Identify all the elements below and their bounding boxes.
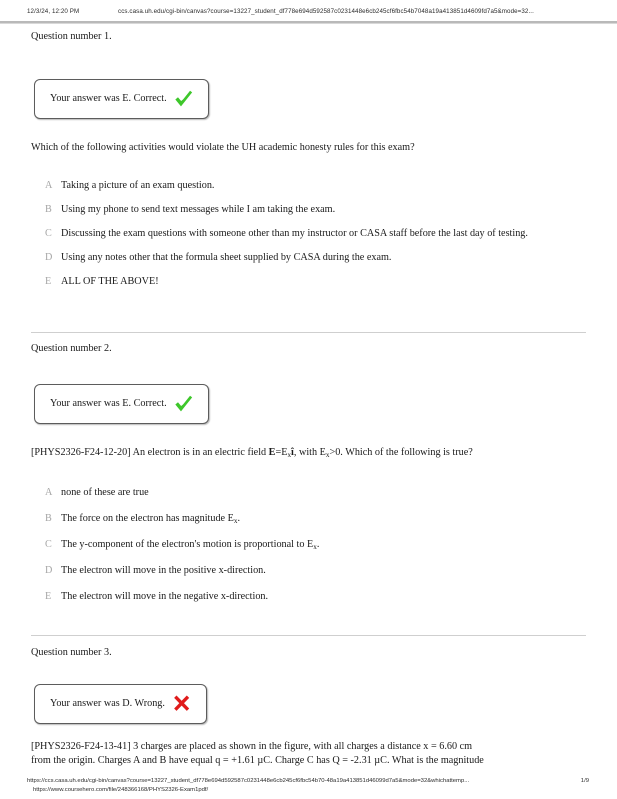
option-letter: C <box>45 539 52 550</box>
option-letter: B <box>45 513 52 524</box>
question-2-divider <box>31 635 586 636</box>
print-header-url: ccs.casa.uh.edu/cgi-bin/canvas?course=13227_student_df778e694d592587c0231448e6cb245cf6fbc54b7048a19a413851d4609fd7a5&mode=32... <box>118 8 534 15</box>
question-3-label: Question number 3. <box>31 647 112 658</box>
option-text-post: . <box>237 513 240 524</box>
question-2-prompt-id: [PHYS2326-F24-12-20] <box>31 447 131 458</box>
option-text-pre: The force on the electron has magnitude E <box>61 513 234 524</box>
print-footer-source-url: https://www.coursehero.com/file/248366168/PHYS2326-Exam1pdf/ <box>33 787 209 793</box>
option-letter: D <box>45 565 53 576</box>
option-row-a[interactable] <box>31 486 561 500</box>
option-letter: A <box>45 180 53 191</box>
question-2-label-wrap <box>31 342 112 355</box>
subscript-x: x <box>287 451 292 460</box>
option-text: Using my phone to send text messages while I am taking the exam. <box>61 204 336 215</box>
question-2-prompt <box>31 446 571 460</box>
question-1-prompt-wrap <box>31 141 551 155</box>
print-header <box>0 8 617 22</box>
print-footer-url: https://ccs.casa.uh.edu/cgi-bin/canvas?course=13227_student_df778e694d592587c0231448e6cb245cf6fbc54b70-48a19a413851d46099d7a5&mode=32&whichattemp... <box>27 778 470 784</box>
question-3-prompt-line-1: [PHYS2326-F24-13-41] 3 charges are placed as shown in the figure, with all charges a distance x = 6.60 cm <box>31 741 473 752</box>
question-3-prompt-wrap <box>31 740 576 768</box>
question-1-prompt: Which of the following activities would violate the UH academic honesty rules for this exam? <box>31 142 415 153</box>
print-footer-page-number: 1/9 <box>580 778 589 784</box>
unit-vector-i-symbol: î <box>291 447 294 458</box>
header-divider <box>0 21 617 23</box>
option-letter: E <box>45 276 52 287</box>
option-text: none of these are true <box>61 487 149 498</box>
option-row-b[interactable] <box>31 512 561 526</box>
option-text <box>61 512 561 526</box>
option-text-post: . <box>316 539 320 550</box>
option-row-c[interactable] <box>31 227 561 241</box>
answer-result-box <box>34 684 207 724</box>
question-2-prompt-part3: >0. Which of the following is true? <box>329 447 473 458</box>
answer-result-box <box>34 384 209 424</box>
answer-result-text: Your answer was E. Correct. <box>50 398 167 409</box>
question-1-label-wrap <box>31 30 112 43</box>
option-row-b[interactable] <box>31 203 561 217</box>
option-row-e[interactable] <box>31 590 561 604</box>
option-text: Discussing the exam questions with someone other than my instructor or CASA staff before the last day of testing. <box>61 228 528 239</box>
option-letter: B <box>45 204 52 215</box>
answer-result-text: Your answer was D. Wrong. <box>50 698 165 709</box>
option-text: The electron will move in the positive x-direction. <box>61 565 266 576</box>
question-2-prompt-wrap <box>31 446 571 460</box>
vector-E-symbol: E <box>268 447 276 458</box>
question-2-options <box>31 486 561 604</box>
option-text: Taking a picture of an exam question. <box>61 180 215 191</box>
question-2-result-box <box>34 384 209 424</box>
question-3-label-wrap <box>31 646 112 659</box>
option-text-pre: The y-component of the electron's motion is proportional to E <box>61 539 314 550</box>
question-1-label: Question number 1. <box>31 31 112 42</box>
cross-icon <box>172 694 191 713</box>
question-2-prompt-eq: =E <box>275 447 288 458</box>
question-2-prompt-part2: , with E <box>293 447 326 458</box>
option-row-d[interactable] <box>31 251 561 265</box>
question-3-prompt-line-2: from the origin. Charges A and B have equal q = +1.61 µC. Charge C has Q = -2.31 µC. What is the magnitude <box>31 755 484 766</box>
answer-result-box <box>34 79 209 119</box>
question-2-prompt-part1: An electron is in an electric field <box>130 447 269 458</box>
question-1-options <box>31 179 561 289</box>
option-text: ALL OF THE ABOVE! <box>61 276 159 287</box>
subscript-x: x <box>313 543 317 552</box>
option-text: Using any notes other that the formula sheet supplied by CASA during the exam. <box>61 252 392 263</box>
option-text <box>61 538 561 552</box>
question-1-divider <box>31 332 586 333</box>
option-text: The electron will move in the negative x-direction. <box>61 591 269 602</box>
question-3-result-box <box>34 684 207 724</box>
print-header-date: 12/3/24, 12:20 PM <box>27 8 80 15</box>
answer-result-text: Your answer was E. Correct. <box>50 93 167 104</box>
subscript-x: x <box>233 517 238 526</box>
option-row-e[interactable] <box>31 275 561 289</box>
option-letter: D <box>45 252 53 263</box>
option-letter: A <box>45 487 53 498</box>
option-row-a[interactable] <box>31 179 561 193</box>
check-icon <box>174 394 193 413</box>
subscript-x: x <box>325 451 330 460</box>
option-row-c[interactable] <box>31 538 561 552</box>
question-2-label: Question number 2. <box>31 343 112 354</box>
option-row-d[interactable] <box>31 564 561 578</box>
option-letter: C <box>45 228 52 239</box>
option-letter: E <box>45 591 52 602</box>
question-1-result-box <box>34 79 209 119</box>
check-icon <box>174 89 193 108</box>
